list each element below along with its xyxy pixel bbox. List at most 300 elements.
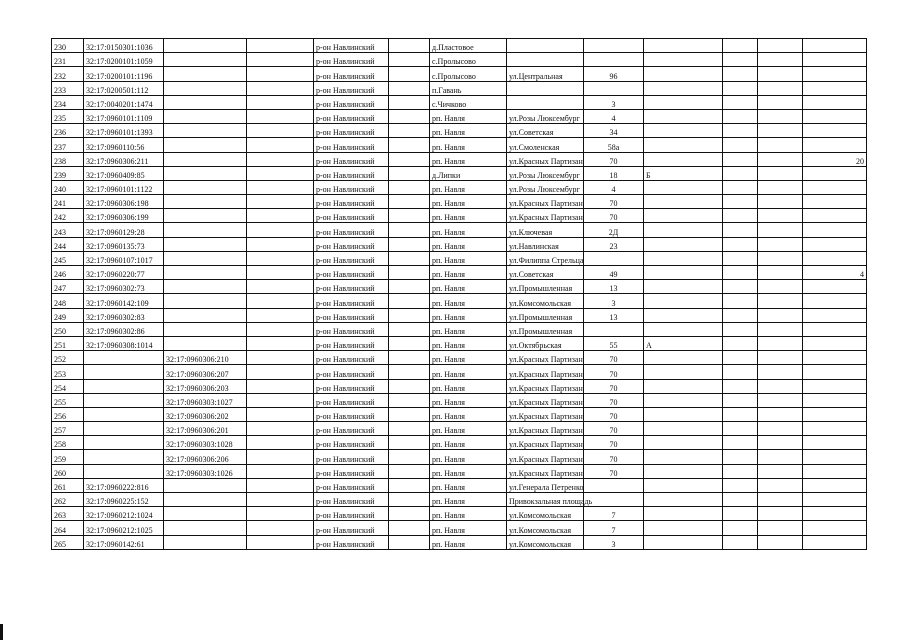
cell-blank-col-2 [389, 379, 430, 393]
cell-cadastral-number-alt [164, 308, 247, 322]
table-row [52, 280, 867, 294]
cell-apartment-number [803, 180, 867, 194]
cell-blank-col-2 [389, 109, 430, 123]
cell-cadastral-number: 32:17:0150301:1036 [84, 39, 164, 53]
cell-blank-col [247, 507, 314, 521]
cell-blank-col-3 [723, 379, 758, 393]
cell-district: р-он Навлинский [314, 507, 389, 521]
cell-blank-col [247, 138, 314, 152]
table-row [52, 81, 867, 95]
cell-settlement: рп. Навля [430, 493, 507, 507]
cell-house-number: 96 [584, 67, 644, 81]
cell-cadastral-number: 32:17:0960142:61 [84, 535, 164, 549]
cell-house-number [584, 81, 644, 95]
cell-street: ул.Красных Партизан [507, 195, 584, 209]
cell-row-number: 251 [52, 336, 84, 350]
cell-settlement: рп. Навля [430, 521, 507, 535]
cell-house-letter [644, 81, 723, 95]
cell-blank-col [247, 493, 314, 507]
cell-blank-col-3 [723, 493, 758, 507]
cell-blank-col-3 [723, 223, 758, 237]
cell-cadastral-number: 32:17:0960302:83 [84, 308, 164, 322]
cell-street: Привокзальная площадь [507, 493, 584, 507]
cell-blank-col [247, 166, 314, 180]
cell-settlement: рп. Навля [430, 251, 507, 265]
cell-cadastral-number-alt: 32:17:0960306:202 [164, 407, 247, 421]
cell-street [507, 53, 584, 67]
cell-district: р-он Навлинский [314, 280, 389, 294]
cell-cadastral-number-alt [164, 266, 247, 280]
cell-blank-col-4 [758, 209, 803, 223]
table-row [52, 266, 867, 280]
cell-district: р-он Навлинский [314, 535, 389, 549]
cell-row-number: 263 [52, 507, 84, 521]
cell-street: ул.Октябрьская [507, 336, 584, 350]
cell-house-letter [644, 209, 723, 223]
cell-house-number: 55 [584, 336, 644, 350]
cell-blank-col-4 [758, 195, 803, 209]
cell-blank-col-3 [723, 464, 758, 478]
cell-house-letter [644, 365, 723, 379]
cell-blank-col-2 [389, 464, 430, 478]
cell-blank-col-4 [758, 407, 803, 421]
cell-blank-col-2 [389, 166, 430, 180]
table-row [52, 223, 867, 237]
cell-blank-col [247, 180, 314, 194]
cell-house-number: 3 [584, 294, 644, 308]
cell-blank-col [247, 237, 314, 251]
cell-blank-col [247, 450, 314, 464]
cell-street: ул.Центральная [507, 67, 584, 81]
cell-apartment-number [803, 138, 867, 152]
cell-blank-col-4 [758, 166, 803, 180]
cell-cadastral-number: 32:17:0960212:1025 [84, 521, 164, 535]
cell-cadastral-number [84, 351, 164, 365]
cell-blank-col-4 [758, 322, 803, 336]
cell-row-number: 257 [52, 422, 84, 436]
cell-blank-col-3 [723, 393, 758, 407]
cell-apartment-number [803, 521, 867, 535]
cell-blank-col-2 [389, 67, 430, 81]
cell-blank-col-3 [723, 336, 758, 350]
cell-house-number: 70 [584, 351, 644, 365]
cell-cadastral-number-alt [164, 507, 247, 521]
cell-cadastral-number [84, 450, 164, 464]
cell-house-letter [644, 493, 723, 507]
cell-street: ул.Красных Партизан [507, 351, 584, 365]
cell-blank-col-2 [389, 450, 430, 464]
cell-street: ул.Комсомольская [507, 507, 584, 521]
cell-row-number: 245 [52, 251, 84, 265]
cell-blank-col [247, 124, 314, 138]
cell-blank-col-2 [389, 180, 430, 194]
table-row [52, 535, 867, 549]
cell-blank-col-3 [723, 294, 758, 308]
cell-street: ул.Красных Партизан [507, 407, 584, 421]
table-row [52, 322, 867, 336]
cell-apartment-number [803, 464, 867, 478]
cell-house-number: 70 [584, 365, 644, 379]
cell-blank-col-4 [758, 478, 803, 492]
cell-blank-col [247, 81, 314, 95]
cell-district: р-он Навлинский [314, 223, 389, 237]
cell-house-number: 70 [584, 379, 644, 393]
cell-blank-col-2 [389, 138, 430, 152]
cell-cadastral-number-alt [164, 109, 247, 123]
cell-house-letter [644, 393, 723, 407]
cell-house-number: 3 [584, 95, 644, 109]
cell-street: ул.Смоленская [507, 138, 584, 152]
cell-cadastral-number: 32:17:0960101:1393 [84, 124, 164, 138]
cell-apartment-number [803, 124, 867, 138]
table-row [52, 95, 867, 109]
cell-settlement: с.Пролысово [430, 67, 507, 81]
cell-apartment-number [803, 81, 867, 95]
cell-blank-col [247, 464, 314, 478]
cell-settlement: рп. Навля [430, 237, 507, 251]
cell-house-letter [644, 180, 723, 194]
cell-street: ул.Филиппа Стрельца [507, 251, 584, 265]
cell-cadastral-number-alt [164, 195, 247, 209]
cell-settlement: рп. Навля [430, 478, 507, 492]
cell-blank-col [247, 280, 314, 294]
cell-blank-col-2 [389, 237, 430, 251]
cell-district: р-он Навлинский [314, 152, 389, 166]
cell-house-number: 7 [584, 521, 644, 535]
cell-house-number: 7 [584, 507, 644, 521]
cell-cadastral-number: 32:17:0960306:211 [84, 152, 164, 166]
cell-settlement: рп. Навля [430, 450, 507, 464]
cell-cadastral-number-alt [164, 294, 247, 308]
cell-row-number: 254 [52, 379, 84, 393]
cell-cadastral-number-alt [164, 81, 247, 95]
cell-house-number: 70 [584, 393, 644, 407]
cell-blank-col-4 [758, 152, 803, 166]
cell-house-letter [644, 521, 723, 535]
cell-blank-col-2 [389, 535, 430, 549]
cell-district: р-он Навлинский [314, 180, 389, 194]
cell-blank-col-2 [389, 294, 430, 308]
cell-blank-col [247, 379, 314, 393]
cell-house-letter: Б [644, 166, 723, 180]
cell-cadastral-number-alt [164, 251, 247, 265]
cell-district: р-он Навлинский [314, 521, 389, 535]
cell-blank-col-2 [389, 308, 430, 322]
cell-row-number: 262 [52, 493, 84, 507]
table-row [52, 379, 867, 393]
cell-settlement: рп. Навля [430, 223, 507, 237]
cell-apartment-number [803, 223, 867, 237]
cell-cadastral-number: 32:17:0200101:1059 [84, 53, 164, 67]
cell-cadastral-number [84, 393, 164, 407]
cell-district: р-он Навлинский [314, 365, 389, 379]
cell-apartment-number [803, 53, 867, 67]
cell-blank-col-2 [389, 336, 430, 350]
cell-blank-col [247, 308, 314, 322]
cell-apartment-number: 20 [803, 152, 867, 166]
table-row [52, 124, 867, 138]
cell-blank-col [247, 266, 314, 280]
cell-row-number: 243 [52, 223, 84, 237]
cell-row-number: 232 [52, 67, 84, 81]
cell-settlement: рп. Навля [430, 294, 507, 308]
cell-blank-col-4 [758, 393, 803, 407]
cell-house-letter [644, 266, 723, 280]
cell-row-number: 265 [52, 535, 84, 549]
cell-cadastral-number: 32:17:0960129:28 [84, 223, 164, 237]
cell-cadastral-number-alt [164, 209, 247, 223]
cell-blank-col [247, 393, 314, 407]
cell-cadastral-number-alt [164, 223, 247, 237]
cell-blank-col-4 [758, 223, 803, 237]
cell-house-number [584, 478, 644, 492]
cell-blank-col [247, 67, 314, 81]
cell-district: р-он Навлинский [314, 39, 389, 53]
cell-apartment-number [803, 493, 867, 507]
cell-apartment-number [803, 393, 867, 407]
cell-row-number: 230 [52, 39, 84, 53]
cell-blank-col-4 [758, 237, 803, 251]
cell-street: ул.Розы Люксембург [507, 180, 584, 194]
table-row [52, 209, 867, 223]
cell-district: р-он Навлинский [314, 478, 389, 492]
cell-settlement: рп. Навля [430, 436, 507, 450]
cell-apartment-number [803, 251, 867, 265]
cell-district: р-он Навлинский [314, 393, 389, 407]
cell-settlement: рп. Навля [430, 422, 507, 436]
registry-body [52, 39, 867, 550]
cell-row-number: 261 [52, 478, 84, 492]
cell-row-number: 244 [52, 237, 84, 251]
cell-house-number: 3 [584, 535, 644, 549]
cell-district: р-он Навлинский [314, 336, 389, 350]
cell-house-letter [644, 450, 723, 464]
cell-district: р-он Навлинский [314, 266, 389, 280]
cell-blank-col [247, 195, 314, 209]
cell-cadastral-number-alt: 32:17:0960303:1027 [164, 393, 247, 407]
table-row [52, 195, 867, 209]
cell-house-letter [644, 422, 723, 436]
table-row [52, 294, 867, 308]
cell-cadastral-number: 32:17:0960142:109 [84, 294, 164, 308]
cell-apartment-number [803, 195, 867, 209]
cell-apartment-number [803, 308, 867, 322]
cell-district: р-он Навлинский [314, 379, 389, 393]
cell-house-number: 34 [584, 124, 644, 138]
cell-district: р-он Навлинский [314, 308, 389, 322]
cell-house-number: 70 [584, 436, 644, 450]
cell-house-number: 23 [584, 237, 644, 251]
cell-cadastral-number-alt: 32:17:0960306:210 [164, 351, 247, 365]
cell-street: ул.Генерала Петренко [507, 478, 584, 492]
table-row [52, 493, 867, 507]
cell-street: ул.Промышленная [507, 308, 584, 322]
cell-apartment-number [803, 166, 867, 180]
cell-cadastral-number: 32:17:0960101:1122 [84, 180, 164, 194]
cell-house-letter [644, 138, 723, 152]
table-row [52, 422, 867, 436]
cell-district: р-он Навлинский [314, 450, 389, 464]
cell-cadastral-number-alt [164, 67, 247, 81]
cell-house-number: 58а [584, 138, 644, 152]
cell-blank-col-4 [758, 336, 803, 350]
cell-cadastral-number: 32:17:0960306:199 [84, 209, 164, 223]
cell-house-number: 49 [584, 266, 644, 280]
cell-cadastral-number-alt: 32:17:0960306:203 [164, 379, 247, 393]
cell-house-letter [644, 195, 723, 209]
cell-settlement: рп. Навля [430, 407, 507, 421]
cell-apartment-number [803, 379, 867, 393]
table-row [52, 138, 867, 152]
cell-district: р-он Навлинский [314, 95, 389, 109]
cell-blank-col-2 [389, 251, 430, 265]
cell-street: ул.Комсомольская [507, 521, 584, 535]
cell-blank-col [247, 407, 314, 421]
table-row [52, 251, 867, 265]
cell-row-number: 253 [52, 365, 84, 379]
cell-settlement: рп. Навля [430, 336, 507, 350]
cell-row-number: 247 [52, 280, 84, 294]
cell-cadastral-number-alt: 32:17:0960303:1028 [164, 436, 247, 450]
cell-blank-col-3 [723, 251, 758, 265]
cell-settlement: рп. Навля [430, 464, 507, 478]
cell-blank-col [247, 95, 314, 109]
cell-cadastral-number-alt [164, 237, 247, 251]
cell-blank-col-4 [758, 436, 803, 450]
cell-cadastral-number [84, 365, 164, 379]
cell-blank-col [247, 535, 314, 549]
cell-blank-col-4 [758, 39, 803, 53]
cell-house-number [584, 53, 644, 67]
cell-row-number: 238 [52, 152, 84, 166]
cell-blank-col-2 [389, 521, 430, 535]
table-row [52, 521, 867, 535]
cell-cadastral-number: 32:17:0960302:86 [84, 322, 164, 336]
cell-blank-col-3 [723, 308, 758, 322]
cell-row-number: 234 [52, 95, 84, 109]
cell-settlement: рп. Навля [430, 195, 507, 209]
cell-house-letter [644, 124, 723, 138]
cell-blank-col-4 [758, 422, 803, 436]
cell-cadastral-number-alt [164, 521, 247, 535]
cell-house-number: 4 [584, 109, 644, 123]
cell-settlement: д.Липки [430, 166, 507, 180]
cell-blank-col-3 [723, 152, 758, 166]
cell-settlement: рп. Навля [430, 266, 507, 280]
cell-cadastral-number-alt [164, 166, 247, 180]
cell-settlement: рп. Навля [430, 152, 507, 166]
cell-cadastral-number-alt [164, 95, 247, 109]
cell-blank-col-2 [389, 152, 430, 166]
cell-cadastral-number: 32:17:0200101:1196 [84, 67, 164, 81]
scan-edge-mark [0, 624, 3, 640]
cell-district: р-он Навлинский [314, 436, 389, 450]
cell-cadastral-number [84, 464, 164, 478]
cell-blank-col-2 [389, 478, 430, 492]
cell-street [507, 39, 584, 53]
cell-apartment-number [803, 351, 867, 365]
cell-row-number: 264 [52, 521, 84, 535]
cell-cadastral-number: 32:17:0960107:1017 [84, 251, 164, 265]
cell-row-number: 233 [52, 81, 84, 95]
cell-street: ул.Красных Партизан [507, 450, 584, 464]
cell-street: ул.Промышленная [507, 322, 584, 336]
cell-cadastral-number: 32:17:0960308:1014 [84, 336, 164, 350]
table-row [52, 478, 867, 492]
cell-house-number: 13 [584, 280, 644, 294]
cell-cadastral-number: 32:17:0960220:77 [84, 266, 164, 280]
cell-cadastral-number: 32:17:0960135:73 [84, 237, 164, 251]
cell-blank-col-3 [723, 39, 758, 53]
cell-cadastral-number-alt [164, 152, 247, 166]
cell-street: ул.Комсомольская [507, 535, 584, 549]
cell-row-number: 259 [52, 450, 84, 464]
cell-apartment-number [803, 407, 867, 421]
cell-street: ул.Розы Люксембург [507, 109, 584, 123]
cell-house-number: 2Д [584, 223, 644, 237]
cell-apartment-number [803, 39, 867, 53]
cell-blank-col-3 [723, 166, 758, 180]
cell-blank-col-4 [758, 507, 803, 521]
cell-blank-col-3 [723, 478, 758, 492]
cell-blank-col-4 [758, 266, 803, 280]
cell-settlement: рп. Навля [430, 209, 507, 223]
cell-row-number: 239 [52, 166, 84, 180]
cell-street: ул.Красных Партизан [507, 464, 584, 478]
cell-settlement: рп. Навля [430, 180, 507, 194]
cell-house-number: 70 [584, 407, 644, 421]
table-row [52, 152, 867, 166]
cell-district: р-он Навлинский [314, 422, 389, 436]
cell-apartment-number [803, 95, 867, 109]
cell-house-letter [644, 280, 723, 294]
cell-district: р-он Навлинский [314, 53, 389, 67]
cell-house-letter [644, 152, 723, 166]
cell-cadastral-number: 32:17:0960306:198 [84, 195, 164, 209]
cell-blank-col-2 [389, 407, 430, 421]
cell-cadastral-number-alt [164, 478, 247, 492]
cell-house-letter [644, 407, 723, 421]
cell-settlement: рп. Навля [430, 365, 507, 379]
table-row [52, 109, 867, 123]
cell-blank-col-3 [723, 351, 758, 365]
cell-settlement: рп. Навля [430, 124, 507, 138]
cell-house-number: 70 [584, 422, 644, 436]
cell-apartment-number: 4 [803, 266, 867, 280]
cell-blank-col-4 [758, 365, 803, 379]
cell-house-letter [644, 308, 723, 322]
cell-settlement: рп. Навля [430, 308, 507, 322]
cell-house-letter [644, 379, 723, 393]
cell-blank-col-2 [389, 39, 430, 53]
cadastral-registry-table [51, 38, 867, 550]
cell-blank-col-2 [389, 95, 430, 109]
cell-blank-col-2 [389, 507, 430, 521]
cell-blank-col-3 [723, 507, 758, 521]
cell-district: р-он Навлинский [314, 124, 389, 138]
cell-cadastral-number: 32:17:0200501:112 [84, 81, 164, 95]
cell-street: ул.Красных Партизан [507, 436, 584, 450]
cell-cadastral-number: 32:17:0040201:1474 [84, 95, 164, 109]
cell-house-letter [644, 294, 723, 308]
table-row [52, 166, 867, 180]
cell-house-number: 70 [584, 464, 644, 478]
cell-cadastral-number: 32:17:0960110:56 [84, 138, 164, 152]
cell-blank-col-3 [723, 209, 758, 223]
cell-blank-col-2 [389, 493, 430, 507]
cell-settlement: рп. Навля [430, 379, 507, 393]
cell-blank-col-4 [758, 294, 803, 308]
